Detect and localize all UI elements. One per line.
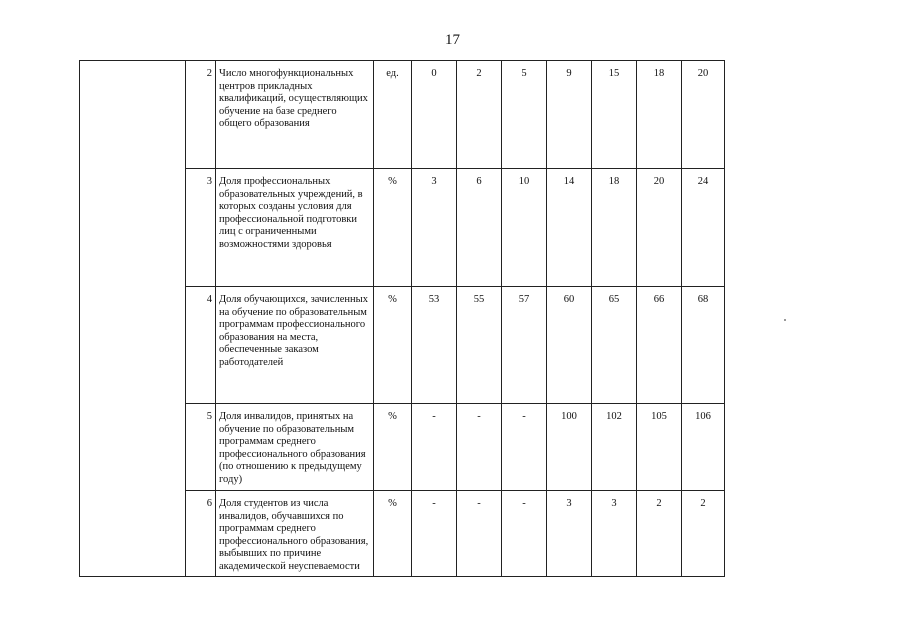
indicator-value: - bbox=[412, 491, 457, 577]
indicator-value: - bbox=[412, 404, 457, 491]
indicator-value: 106 bbox=[682, 404, 725, 491]
indicator-value: 57 bbox=[502, 287, 547, 404]
indicator-unit: % bbox=[374, 169, 412, 287]
indicator-value: 2 bbox=[457, 61, 502, 169]
indicator-value: 10 bbox=[502, 169, 547, 287]
indicator-value: 102 bbox=[592, 404, 637, 491]
indicator-description: Доля профессиональных образовательных учреждений, в которых созданы условия для профессиональной подготовки лиц с ограниченными возможностями здоровья bbox=[216, 169, 374, 287]
row-number: 6 bbox=[186, 491, 216, 577]
indicator-value: 9 bbox=[547, 61, 592, 169]
row-number: 2 bbox=[186, 61, 216, 169]
indicator-value: 3 bbox=[412, 169, 457, 287]
indicator-value: 66 bbox=[637, 287, 682, 404]
indicator-value: 0 bbox=[412, 61, 457, 169]
indicator-value: 3 bbox=[547, 491, 592, 577]
row-number: 4 bbox=[186, 287, 216, 404]
indicator-value: 100 bbox=[547, 404, 592, 491]
indicator-value: 60 bbox=[547, 287, 592, 404]
row-number: 5 bbox=[186, 404, 216, 491]
row-number: 3 bbox=[186, 169, 216, 287]
indicator-value: 2 bbox=[682, 491, 725, 577]
indicator-unit: % bbox=[374, 491, 412, 577]
indicator-value: 2 bbox=[637, 491, 682, 577]
indicator-description: Доля студентов из числа инвалидов, обучавшихся по программам среднего профессионального образования, выбывших по причине академической неуспеваемости bbox=[216, 491, 374, 577]
indicator-value: 18 bbox=[592, 169, 637, 287]
indicator-description: Число многофункциональных центров прикладных квалификаций, осуществляющих обучение на базе среднего общего образования bbox=[216, 61, 374, 169]
merged-empty-cell bbox=[80, 61, 186, 577]
indicator-value: 65 bbox=[592, 287, 637, 404]
table-row bbox=[80, 61, 725, 169]
indicator-value: 20 bbox=[637, 169, 682, 287]
indicator-value: 18 bbox=[637, 61, 682, 169]
indicator-value: 5 bbox=[502, 61, 547, 169]
indicator-value: - bbox=[457, 491, 502, 577]
indicator-value: 24 bbox=[682, 169, 725, 287]
indicators-table bbox=[79, 60, 725, 577]
indicator-value: 6 bbox=[457, 169, 502, 287]
indicator-value: 55 bbox=[457, 287, 502, 404]
indicator-description: Доля обучающихся, зачисленных на обучение по образовательным программам профессионального образования на места, обеспеченные заказом работодателей bbox=[216, 287, 374, 404]
indicator-value: 3 bbox=[592, 491, 637, 577]
indicator-value: - bbox=[502, 491, 547, 577]
indicator-value: 105 bbox=[637, 404, 682, 491]
indicator-value: - bbox=[457, 404, 502, 491]
indicator-unit: % bbox=[374, 287, 412, 404]
indicator-value: 68 bbox=[682, 287, 725, 404]
indicator-value: 53 bbox=[412, 287, 457, 404]
scan-speck bbox=[784, 319, 786, 321]
indicator-value: 20 bbox=[682, 61, 725, 169]
page-number: 17 bbox=[445, 32, 460, 48]
indicator-value: 15 bbox=[592, 61, 637, 169]
indicator-description: Доля инвалидов, принятых на обучение по образовательным программам среднего профессионального образования (по отношению к предыдущему году) bbox=[216, 404, 374, 491]
indicator-value: 14 bbox=[547, 169, 592, 287]
indicator-unit: ед. bbox=[374, 61, 412, 169]
indicator-unit: % bbox=[374, 404, 412, 491]
indicator-value: - bbox=[502, 404, 547, 491]
